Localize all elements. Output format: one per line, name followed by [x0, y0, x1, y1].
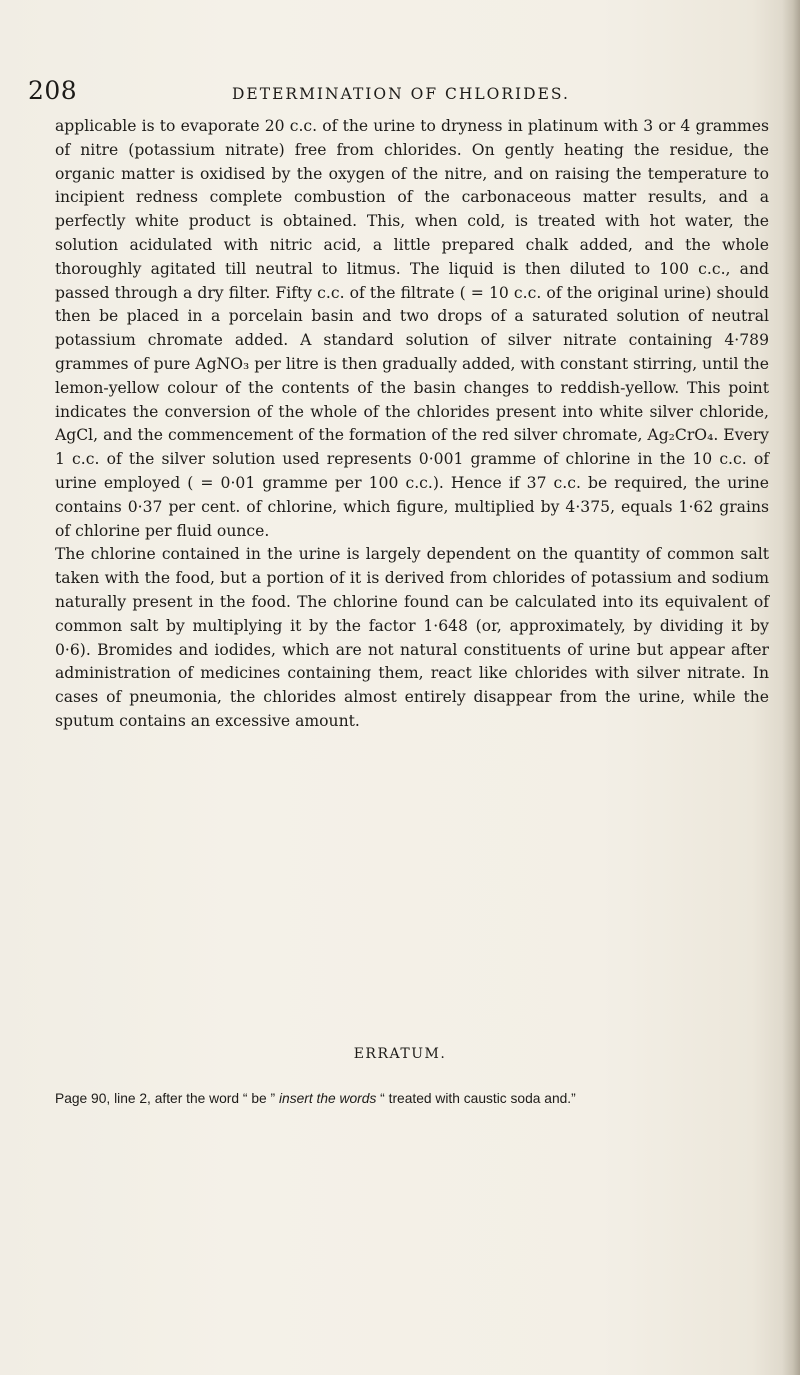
- erratum-lead: Page 90, line 2, after the word “ be ”: [55, 1091, 279, 1106]
- erratum-title: ERRATUM.: [353, 1046, 447, 1062]
- erratum-text: [55, 1089, 769, 1109]
- paragraph-1: applicable is to evaporate 20 c.c. of the urine to dryness in platinum with 3 or 4 grammes of nitre (potassium nitrate) free from chlorides. On gently heating the residue, the organic matter is oxidised by the oxygen of the nitre, and on raising the temperature to incipient redness complete combustion of the carbonaceous matter results, and a perfectly white product is obtained. This, when cold, is treated with hot water, the solution acidulated with nitric acid, a little prepared chalk added, and the whole thoroughly agitated till neutral to litmus. The liquid is then diluted to 100 c.c., and passed through a dry filter. Fifty c.c. of the filtrate ( = 10 c.c. of the original urine) should then be placed in a porcelain basin and two drops of a saturated solution of neutral potassium chromate added. A standard solution of silver nitrate containing 4·789 grammes of pure AgNO₃ per litre is then gradually added, with constant stirring, until the lemon-yellow colour of the contents of the basin changes to reddish-yellow. This point indicates the conversion of the whole of the chlorides present into white silver chloride, AgCl, and the commencement of the formation of the red silver chromate, Ag₂CrO₄. Every 1 c.c. of the silver solution used represents 0·001 gramme of chlorine in the 10 c.c. of urine employed ( = 0·01 gramme per 100 c.c.). Hence if 37 c.c. be required, the urine contains 0·37 per cent. of chlorine, which figure, multiplied by 4·375, equals 1·62 grains of chlorine per fluid ounce.: [55, 117, 769, 540]
- body-text: [55, 115, 769, 734]
- paragraph-2: The chlorine contained in the urine is largely dependent on the quantity of common salt taken with the food, but a portion of it is derived from chlorides of potassium and sodium naturally present in the food. The chlorine found can be calculated into its equivalent of common salt by multiplying it by the factor 1·648 (or, approximately, by dividing it by 0·6). Bromides and iodides, which are not natural constituents of urine but appear after administration of medicines containing them, react like chlorides with silver nitrate. In cases of pneumonia, the chlorides almost entirely disappear from the urine, while the sputum contains an excessive amount.: [55, 545, 769, 730]
- erratum-italic: insert the words: [278, 1091, 377, 1106]
- running-title: DETERMINATION OF CHLORIDES.: [232, 85, 570, 103]
- erratum-quote: “ treated with caustic soda and.”: [376, 1091, 576, 1106]
- page-number: 208: [28, 76, 78, 105]
- page-edge-shadow: [782, 0, 800, 1375]
